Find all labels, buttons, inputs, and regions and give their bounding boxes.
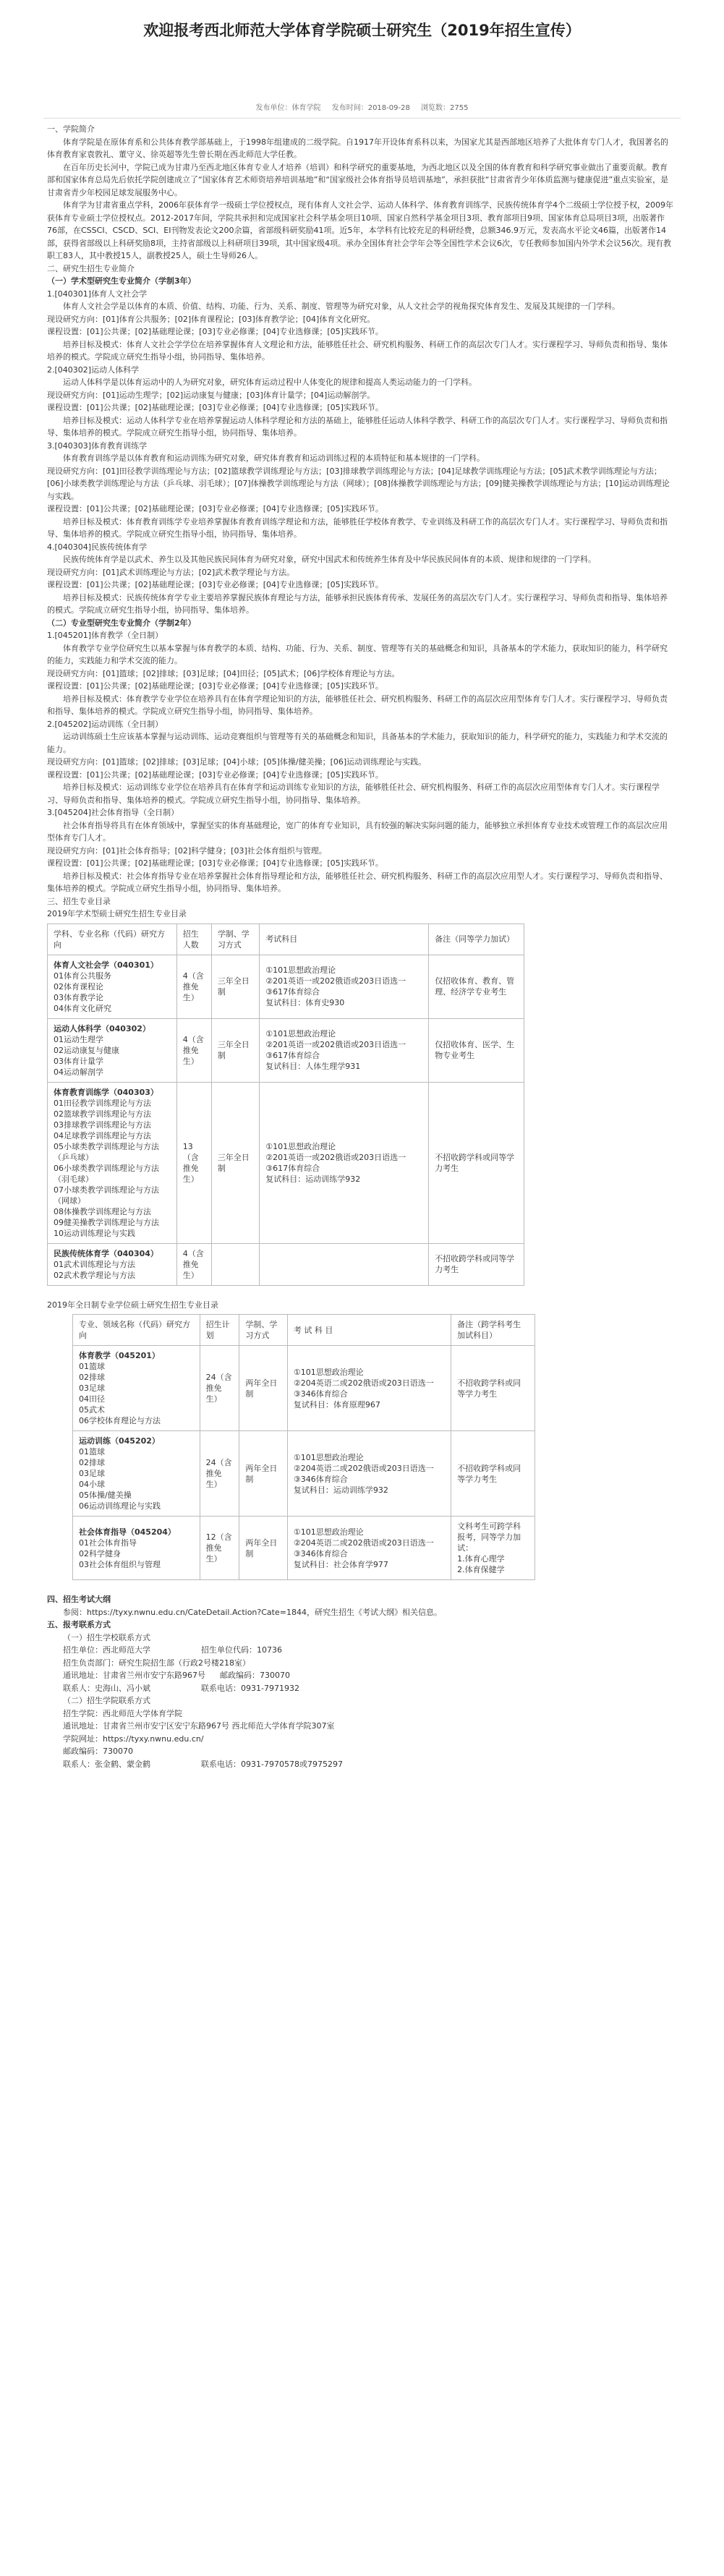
col-major: 专业、领域名称（代码）研究方向 (73, 1315, 200, 1346)
majors-heading: 二、研究生招生专业简介 (47, 263, 135, 273)
prof-2-dirs: 现设研究方向：[01]篮球；[02]排球；[03]足球；[04]小球；[05]体操/健美操；[06]运动训练理论与实践。 (47, 757, 427, 767)
article-meta (0, 101, 724, 112)
cell-major (73, 1431, 200, 1517)
major-name: 体育人文社会学（040301） (54, 960, 158, 970)
table-row (73, 1346, 535, 1431)
college-website[interactable]: 学院网址：https://tyxy.nwnu.edu.cn/ (63, 1733, 204, 1744)
major-directions: 01田径教学训练理论与方法 02篮球教学训练理论与方法 03排球教学训练理论与方法 04足球教学训练理论与方法 05小球类教学训练理论与方法（乒乓球） 06小球类教学训练理论与方法（羽毛球） 07小球类教学训练理论与方法（网球） 08体操教学训练理论与方法 09健美操教学训练理论与方法 10运动训练理论与实践 (54, 1098, 159, 1238)
college-name: 招生学院：西北师范大学体育学院 (63, 1708, 182, 1718)
cell-exams: ①101思想政治理论 ②201英语一或202俄语或203日语选一 ③617体育综合 复试科目：人体生理学931 (260, 1018, 429, 1082)
intro-paragraph-2: 在百年历史长河中，学院已成为甘肃乃至西北地区体育专业人才培养（培训）和科学研究的重要基地，为西北地区以及全国的体育教育和科学研究事业做出了重要贡献。教育部和国家体育总局先后依托学院创建成立了“国家体育艺术师资培养培训基地”和“国家级社会体育指导员培训基地”，承担获批“甘肃省青少年体质监测与健康促进”重点实验室，是甘肃省青少年校园足球发展服务中心。 (47, 162, 669, 197)
college-person: 联系人：张金鹤、蒙金鹤 (63, 1759, 150, 1769)
table-header-row (48, 924, 524, 955)
contact-person-row (47, 1682, 673, 1695)
cell-count: 4（含推免生） (176, 1018, 211, 1082)
major-1-courses: 课程设置：[01]公共课；[02]基础理论课；[03]专业必修课；[04]专业选修课；[05]实践环节。 (47, 327, 383, 336)
table-row (73, 1431, 535, 1517)
prof-3-goal: 培养目标及模式：社会体育指导专业在培养掌握社会体育指导理论和方法，能够胜任社会、研究机构服务、科研工作的高层次应用型人才。实行课程学习、导师负责和指导、集体培养的模式。学院成立研究生指导小组，协同指导、集体培养。 (47, 871, 668, 893)
title-divider (43, 118, 681, 119)
academic-catalog-table (47, 924, 524, 1286)
cell-major (48, 1243, 177, 1285)
major-2-goal: 培养目标及模式：运动人体科学专业在培养掌握运动人体科学理论和方法的基础上，能够胜任运动人体科学教学、科研工作的高层次专门人才。实行课程学习、导师负责和指导、集体培养的模式。学院成立研究生指导小组，协同指导、集体培养。 (47, 415, 668, 438)
cell-major (48, 955, 177, 1018)
contact-dept: 招生负责部门：研究生院招生部（行政2号楼218室） (63, 1658, 250, 1668)
major-directions: 01社会体育指导 02科学健身 03社会体育组织与管理 (79, 1538, 161, 1569)
cell-mode (211, 1243, 259, 1285)
cell-major (73, 1346, 200, 1431)
cell-major (48, 1082, 177, 1243)
col-exams: 考试科目 (260, 924, 429, 955)
col-exams: 考 试 科 目 (287, 1315, 451, 1346)
catalog-caption-2: 2019年全日制专业学位硕士研究生招生专业目录 (47, 1300, 218, 1310)
table-row (73, 1517, 535, 1580)
prof-1-courses: 课程设置：[01]公共课；[02]基础理论课；[03]专业必修课；[04]专业选修课；[05]实践环节。 (47, 681, 383, 691)
col-count: 招生计划 (200, 1315, 239, 1346)
cell-count: 24（含推免生） (200, 1346, 239, 1431)
contact-address-row (47, 1669, 673, 1682)
cell-exams: ①101思想政治理论 ②201英语一或202俄语或203日语选一 ③617体育综合 复试科目：运动训练学932 (260, 1082, 429, 1243)
table-row (48, 1082, 524, 1243)
intro-heading: 一、学院简介 (47, 124, 95, 134)
prof-1-desc: 体育教学专业学位研究生以基本掌握与体育教学的本质、结构、功能、行为、关系、制度、管理等有关的基础概念和知识，具备基本的学术能力，获取知识的能力，科学研究的能力，实践能力和学术交流的能力。 (47, 643, 668, 665)
exam-heading: 四、招生考试大纲 (47, 1595, 111, 1604)
major-name: 运动训练（045202） (79, 1436, 160, 1446)
cell-count: 24（含推免生） (200, 1431, 239, 1517)
cell-count: 12（含推免生） (200, 1517, 239, 1580)
col-major: 学科、专业名称（代码）研究方向 (48, 924, 177, 955)
article-content (0, 123, 724, 1770)
col-count: 招生人数 (176, 924, 211, 955)
cell-mode: 三年全日制 (211, 955, 259, 1018)
cell-exams (260, 1243, 429, 1285)
contact-person: 联系人：史海山、冯小斌 (63, 1683, 150, 1693)
major-directions: 01篮球 02排球 03足球 04小球 05体操/健美操 06运动训练理论与实践 (79, 1447, 161, 1511)
cell-exams: ①101思想政治理论 ②204英语二或202俄语或203日语选一 ③346体育综合 复试科目：体育原理967 (287, 1346, 451, 1431)
major-directions: 01武术训练理论与方法 02武术教学理论与方法 (54, 1259, 135, 1280)
college-zip: 邮政编码：730070 (63, 1747, 133, 1756)
major-name: 民族传统体育学（040304） (54, 1248, 158, 1258)
cell-major (48, 1018, 177, 1082)
major-directions: 01篮球 02排球 03足球 04田径 05武术 06学校体育理论与方法 (79, 1362, 161, 1425)
school-address: 通讯地址：甘肃省兰州市安宁东路967号 (63, 1671, 205, 1680)
major-name: 运动人体科学（040302） (54, 1023, 150, 1033)
prof-3-courses: 课程设置：[01]公共课；[02]基础理论课；[03]专业必修课；[04]专业选修课；[05]实践环节。 (47, 858, 383, 868)
prof-3-dirs: 现设研究方向：[01]社会体育指导；[02]科学健身；[03]社会体育组织与管理。 (47, 845, 327, 856)
table-row (48, 955, 524, 1018)
intro-paragraph-3: 体育学为甘肃省重点学科，2006年获体育学一级硕士学位授权点，现有体育人文社会学、运动人体科学、体育教育训练学、民族传统体育学4个二级硕士学位授予权，2009年获体育专业硕士学位授权点。2012-2017年间，学院共承担和完成国家社会科学基金项目10项、国家自然科学基金项目3项、教育部项目9项、国家体育总局项目3项，出版著作76部，在CSSCI、CSCD、SCI、EI刊物发表论文200余篇，省部级科研奖励41项。近5年，本学科有比较充足的科研经费，总额346.9万元，发表高水平论文46篇，出版著作14部，获得省部级以上科研奖励8项，主持省部级以上科研项目39项，其中国家级4项。承办全国体育社会学年会等全国性学术会议6次，专任教师参加国内外学术会议56次。现有教职工83人，其中教授15人，副教授25人，硕士生导师26人。 (47, 200, 673, 260)
meta-view-count: 2755 (450, 104, 469, 112)
contact-heading: 五、报考联系方式 (47, 1620, 111, 1629)
prof-1-name: 1.[045201]体育教学（全日制） (47, 631, 163, 640)
cell-count: 13（含推免生） (176, 1082, 211, 1243)
major-name: 体育教学（045201） (79, 1351, 160, 1360)
major-directions: 01运动生理学 02运动康复与健康 03体育计量学 04运动解剖学 (54, 1034, 119, 1077)
prof-1-dirs: 现设研究方向：[01]篮球；[02]排球；[03]足球；[04]田径；[05]武术；[06]学校体育理论与方法。 (47, 668, 400, 678)
cell-exams: ①101思想政治理论 ②201英语一或202俄语或203日语选一 ③617体育综合 复试科目：体育史930 (260, 955, 429, 1018)
school-code: 招生单位代码：10736 (201, 1645, 282, 1655)
major-3-goal: 培养目标及模式：体育教育训练学专业培养掌握体育教育训练学理论和方法，能够胜任学校体育教学、专业训练及科研工作的高层次专门人才。实行课程学习、导师负责和指导、集体培养的模式。学院成立研究生指导小组，协同指导、集体培养。 (47, 516, 668, 539)
professional-heading: （二）专业型研究生专业简介（学制2年） (47, 618, 196, 628)
spacer (47, 1580, 673, 1593)
major-2-name: 2.[040302]运动人体科学 (47, 364, 140, 375)
major-1-dirs: 现设研究方向：[01]体育公共服务；[02]体育课程论；[03]体育教学论；[04]体育文化研究。 (47, 314, 375, 324)
contact-school-row (47, 1644, 673, 1657)
meta-publisher: 发布单位：体育学院 (255, 104, 321, 112)
col-mode: 学制、学习方式 (211, 924, 259, 955)
table-header-row (73, 1315, 535, 1346)
major-4-desc: 民族传统体育学是以武术、养生以及其他民族民间体育为研究对象，研究中国武术和传统养生体育及中华民族民间体育的本质、规律和规律的一门学科。 (63, 555, 596, 564)
col-note: 备注（同等学力加试） (429, 924, 524, 955)
intro-paragraph-1: 体育学院是在原体育系和公共体育教学部基础上，于1998年组建成的二级学院。自1917年开设体育系科以来，为国家尤其是西部地区培养了大批体育专门人才，我国著名的体育教育家袁敦礼、董守义、徐英超等先生曾长期在西北师范大学任教。 (47, 137, 668, 159)
article-title: 欢迎报考西北师范大学体育学院硕士研究生（2019年招生宣传） (143, 22, 581, 39)
cell-exams: ①101思想政治理论 ②204英语二或202俄语或203日语选一 ③346体育综合 复试科目：运动训练学932 (287, 1431, 451, 1517)
major-3-dirs: 现设研究方向：[01]田径教学训练理论与方法；[02]篮球教学训练理论与方法；[03]排球教学训练理论与方法；[04]足球教学训练理论与方法；[05]武术教学训练理论与方法；[06]小球类教学训练理论与方法（乒乓球、羽毛球）；[07]体操教学训练理论与方法（网球）；[08]体操教学训练理论与方法；[09]健美操教学训练理论与方法；[10]运动训练理论与实践。 (47, 466, 670, 501)
school-name: 招生单位：西北师范大学 (63, 1645, 150, 1655)
major-3-desc: 体育教育训练学是以体育教育和运动训练为研究对象，研究体育教育和运动训练过程的本质特征和基本规律的一门学科。 (63, 453, 485, 463)
col-note: 备注（跨学科考生加试科目） (451, 1315, 535, 1346)
cell-note: 不招收跨学科或同等学力考生 (429, 1082, 524, 1243)
major-2-dirs: 现设研究方向：[01]运动生理学；[02]运动康复与健康；[03]体育计量学；[04]运动解剖学。 (47, 390, 375, 400)
cell-note: 不招收跨学科或同等学力考生 (451, 1346, 535, 1431)
meta-date: 发布时间：2018-09-28 (331, 104, 410, 112)
major-2-desc: 运动人体科学是以体育运动中的人为研究对象，研究体育运动过程中人体变化的规律和提高人类运动能力的一门学科。 (63, 378, 477, 387)
prof-2-desc: 运动训练硕士生应该基本掌握与运动训练、运动竞赛组织与管理等有关的基础概念和知识，具备基本的学术能力，获取知识的能力，科学研究的能力，实践能力和学术交流的能力。 (47, 732, 668, 754)
meta-views (421, 104, 468, 112)
cell-mode: 两年全日制 (239, 1517, 288, 1580)
prof-2-name: 2.[045202]运动训练（全日制） (47, 719, 163, 729)
col-mode: 学制、学习方式 (239, 1315, 288, 1346)
contact-sub-2: （二）招生学院联系方式 (63, 1696, 150, 1705)
cell-note: 文科考生可跨学科报考，同等学力加试： 1.体育心理学 2.体育保健学 (451, 1517, 535, 1580)
college-address: 通讯地址：甘肃省兰州市安宁区安宁东路967号 西北师范大学体育学院307室 (63, 1721, 335, 1731)
catalog-caption-1: 2019年学术型硕士研究生招生专业目录 (47, 909, 187, 918)
professional-catalog-table (72, 1314, 535, 1580)
prof-2-goal: 培养目标及模式：运动训练专业学位在培养具有在体育学和运动训练专业知识的方法，能够胜任社会、研究机构服务、科研工作的高层次应用型体育专门人才。实行课程学习、导师负责和指导、集体培养的模式。学院成立研究生指导小组，协同指导、集体培养。 (47, 782, 660, 805)
major-4-goal: 培养目标及模式：民族传统体育学专业主要培养掌握民族体育理论与方法，能够承担民族体育传承、发展任务的高层次专门人才。实行课程学习、导师负责和指导、集体培养的模式。学院成立研究生指导小组，协同指导、集体培养。 (47, 592, 668, 615)
cell-note: 不招收跨学科或同等学力考生 (429, 1243, 524, 1285)
contact-sub-1: （一）招生学校联系方式 (63, 1632, 150, 1642)
prof-1-goal: 培养目标及模式：体育教学专业学位在培养具有在体育学理论知识的方法，能够胜任社会、研究机构服务、科研工作的高层次应用型体育专门人才。实行课程学习、导师负责和指导、集体培养的模式。学院成立研究生指导小组，协同指导、集体培养。 (47, 694, 668, 716)
major-4-dirs: 现设研究方向：[01]武术训练理论与方法；[02]武术教学理论与方法。 (47, 567, 295, 577)
major-1-desc: 体育人文社会学是以体育的本质、价值、结构、功能、行为、关系、制度、管理等为研究对象，从人文社会学的视角探究体育发生、发展及其规律的一门学科。 (63, 302, 620, 311)
cell-note: 仅招收体育、医学、生物专业考生 (429, 1018, 524, 1082)
major-3-name: 3.[040303]体育教育训练学 (47, 440, 148, 451)
prof-3-name: 3.[045204]社会体育指导（全日制） (47, 808, 179, 817)
major-1-goal: 培养目标及模式：体育人文社会学学位在培养掌握体育人文理论和方法，能够胜任社会、研究机构服务、科研工作的高层次专门人才。实行课程学习、导师负责和指导、集体培养的模式。学院成立研究生指导小组，协同指导、集体培养。 (47, 339, 668, 362)
major-1-name: 1.[040301]体育人文社会学 (47, 289, 148, 299)
spacer (47, 1286, 673, 1299)
table-row (48, 1243, 524, 1285)
cell-mode: 两年全日制 (239, 1431, 288, 1517)
major-directions: 01体育公共服务 02体育课程论 03体育教学论 04体育文化研究 (54, 971, 111, 1013)
prof-2-courses: 课程设置：[01]公共课；[02]基础理论课；[03]专业必修课；[04]专业选修课；[05]实践环节。 (47, 769, 383, 780)
major-3-courses: 课程设置：[01]公共课；[02]基础理论课；[03]专业必修课；[04]专业选修课；[05]实践环节。 (47, 504, 383, 513)
cell-mode: 三年全日制 (211, 1018, 259, 1082)
cell-count: 4（含推免生） (176, 955, 211, 1018)
table-row (48, 1018, 524, 1082)
meta-views-label: 浏览数： (421, 104, 451, 112)
prof-3-desc: 社会体育指导将具有在体育领域中，掌握坚实的体育基础理论，宽广的体育专业知识，具有较强的解决实际问题的能力，能够独立承担体育专业技术或管理工作的高层次应用型体育专门人才。 (47, 820, 668, 843)
major-name: 体育教育训练学（040303） (54, 1087, 158, 1097)
college-phone: 联系电话：0931-7970578或7975297 (201, 1759, 343, 1769)
exam-text: 参阅：https://tyxy.nwnu.edu.cn/CateDetail.Action?Cate=1844，研究生招生《考试大纲》相关信息。 (63, 1607, 442, 1617)
cell-mode: 三年全日制 (211, 1082, 259, 1243)
cell-note: 不招收跨学科或同等学力考生 (451, 1431, 535, 1517)
major-4-courses: 课程设置：[01]公共课；[02]基础理论课；[03]专业必修课；[04]专业选修课；[05]实践环节。 (47, 580, 383, 589)
catalog-heading: 三、招生专业目录 (47, 896, 111, 906)
major-name: 社会体育指导（045204） (79, 1527, 176, 1537)
college-contact-row (47, 1758, 673, 1771)
cell-note: 仅招收体育、教育、管理、经济学专业考生 (429, 955, 524, 1018)
cell-mode: 两年全日制 (239, 1346, 288, 1431)
major-2-courses: 课程设置：[01]公共课；[02]基础理论课；[03]专业必修课；[04]专业选修课；[05]实践环节。 (47, 403, 383, 412)
cell-count: 4（含推免生） (176, 1243, 211, 1285)
cell-major (73, 1517, 200, 1580)
major-4-name: 4.[040304]民族传统体育学 (47, 542, 148, 552)
cell-exams: ①101思想政治理论 ②204英语二或202俄语或203日语选一 ③346体育综合 复试科目：社会体育学977 (287, 1517, 451, 1580)
academic-heading: （一）学术型研究生专业简介（学制3年） (47, 276, 196, 286)
contact-phone: 联系电话：0931-7971932 (201, 1683, 299, 1693)
school-zip: 邮政编码：730070 (220, 1671, 290, 1680)
